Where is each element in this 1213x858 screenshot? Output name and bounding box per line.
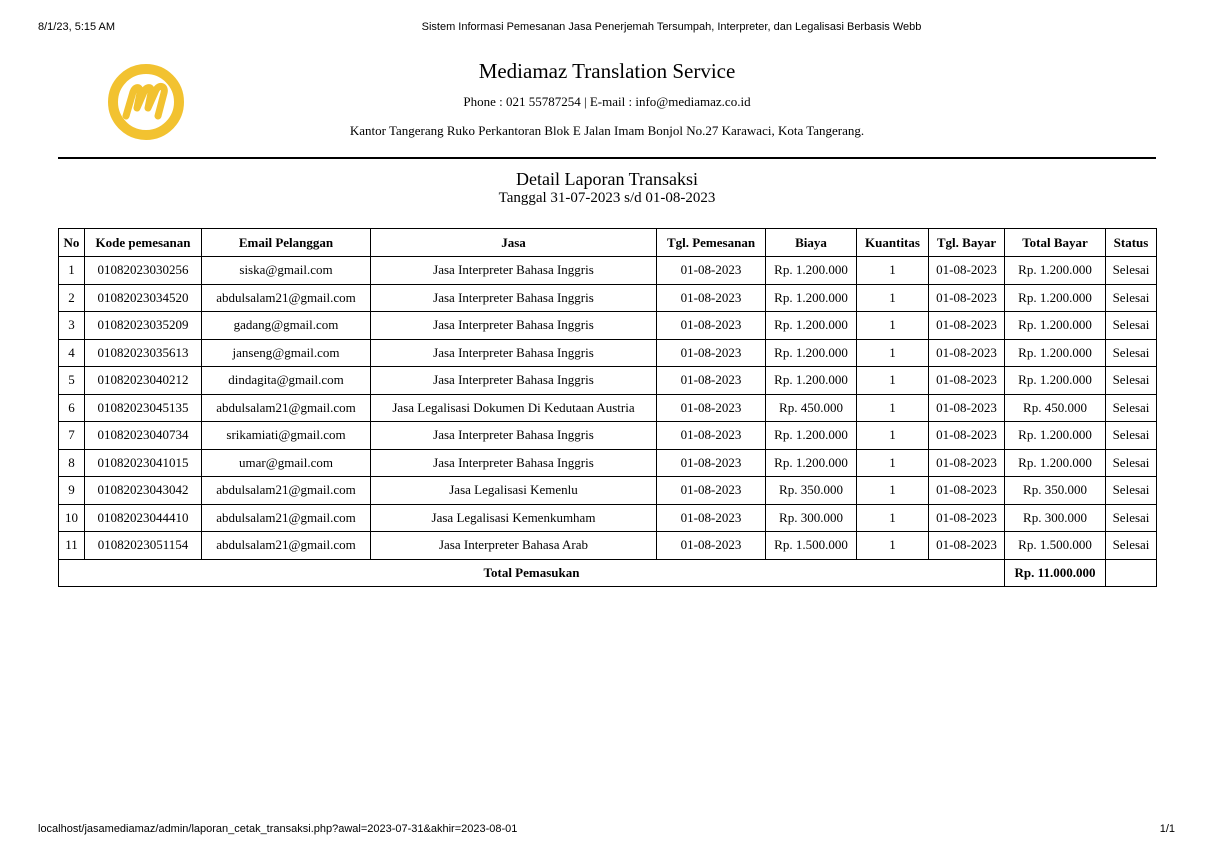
cell-kode: 01082023045135 [85, 394, 202, 422]
cell-total-bayar: Rp. 1.200.000 [1005, 339, 1106, 367]
col-header-biaya: Biaya [766, 229, 857, 257]
table-row [59, 394, 1157, 422]
cell-jasa: Jasa Interpreter Bahasa Inggris [371, 339, 657, 367]
cell-biaya: Rp. 350.000 [766, 477, 857, 505]
table-row [59, 339, 1157, 367]
cell-kuantitas: 1 [857, 477, 929, 505]
total-row [59, 559, 1157, 587]
cell-email: abdulsalam21@gmail.com [202, 394, 371, 422]
cell-tgl-pemesanan: 01-08-2023 [657, 504, 766, 532]
table-row [59, 367, 1157, 395]
cell-status: Selesai [1106, 449, 1157, 477]
cell-tgl-bayar: 01-08-2023 [929, 394, 1005, 422]
table-row [59, 312, 1157, 340]
cell-tgl-pemesanan: 01-08-2023 [657, 312, 766, 340]
print-header [0, 21, 1213, 35]
cell-total-bayar: Rp. 1.200.000 [1005, 284, 1106, 312]
cell-biaya: Rp. 1.200.000 [766, 449, 857, 477]
cell-kode: 01082023035209 [85, 312, 202, 340]
cell-tgl-bayar: 01-08-2023 [929, 339, 1005, 367]
cell-kode: 01082023044410 [85, 504, 202, 532]
print-page-count: 1/1 [1159, 823, 1175, 835]
cell-email: srikamiati@gmail.com [202, 422, 371, 450]
cell-email: gadang@gmail.com [202, 312, 371, 340]
cell-jasa: Jasa Interpreter Bahasa Inggris [371, 367, 657, 395]
cell-tgl-pemesanan: 01-08-2023 [657, 532, 766, 560]
total-empty-cell [1106, 559, 1157, 587]
cell-status: Selesai [1106, 367, 1157, 395]
cell-no: 4 [59, 339, 85, 367]
col-header-no: No [59, 229, 85, 257]
cell-email: umar@gmail.com [202, 449, 371, 477]
cell-tgl-pemesanan: 01-08-2023 [657, 449, 766, 477]
cell-biaya: Rp. 1.200.000 [766, 257, 857, 285]
col-header-email: Email Pelanggan [202, 229, 371, 257]
print-datetime: 8/1/23, 5:15 AM [38, 21, 116, 33]
cell-email: dindagita@gmail.com [202, 367, 371, 395]
cell-kuantitas: 1 [857, 449, 929, 477]
print-page-title: Sistem Informasi Pemesanan Jasa Penerjemah Tersumpah, Interpreter, dan Legalisasi Berbasis Webb [421, 21, 922, 33]
cell-status: Selesai [1106, 257, 1157, 285]
cell-email: abdulsalam21@gmail.com [202, 532, 371, 560]
cell-tgl-pemesanan: 01-08-2023 [657, 422, 766, 450]
cell-email: janseng@gmail.com [202, 339, 371, 367]
cell-jasa: Jasa Interpreter Bahasa Inggris [371, 449, 657, 477]
col-header-kuantitas: Kuantitas [857, 229, 929, 257]
cell-total-bayar: Rp. 350.000 [1005, 477, 1106, 505]
print-footer [0, 823, 1213, 837]
table-row [59, 422, 1157, 450]
cell-status: Selesai [1106, 394, 1157, 422]
cell-kuantitas: 1 [857, 284, 929, 312]
header-divider [58, 157, 1156, 159]
table-row [59, 449, 1157, 477]
cell-no: 3 [59, 312, 85, 340]
transaction-table [58, 228, 1157, 587]
cell-jasa: Jasa Legalisasi Kemenkumham [371, 504, 657, 532]
cell-kode: 01082023040734 [85, 422, 202, 450]
cell-tgl-bayar: 01-08-2023 [929, 504, 1005, 532]
cell-tgl-bayar: 01-08-2023 [929, 449, 1005, 477]
cell-tgl-bayar: 01-08-2023 [929, 257, 1005, 285]
cell-kuantitas: 1 [857, 312, 929, 340]
company-name: Mediamaz Translation Service [478, 59, 736, 83]
cell-total-bayar: Rp. 450.000 [1005, 394, 1106, 422]
col-header-jasa: Jasa [371, 229, 657, 257]
cell-total-bayar: Rp. 1.200.000 [1005, 449, 1106, 477]
cell-total-bayar: Rp. 1.500.000 [1005, 532, 1106, 560]
cell-no: 11 [59, 532, 85, 560]
cell-jasa: Jasa Legalisasi Dokumen Di Kedutaan Austria [371, 394, 657, 422]
cell-jasa: Jasa Interpreter Bahasa Arab [371, 532, 657, 560]
cell-biaya: Rp. 450.000 [766, 394, 857, 422]
cell-tgl-bayar: 01-08-2023 [929, 532, 1005, 560]
cell-kode: 01082023043042 [85, 477, 202, 505]
table-row [59, 532, 1157, 560]
cell-tgl-pemesanan: 01-08-2023 [657, 257, 766, 285]
cell-no: 2 [59, 284, 85, 312]
cell-tgl-bayar: 01-08-2023 [929, 284, 1005, 312]
cell-kuantitas: 1 [857, 422, 929, 450]
table-header-row [59, 229, 1157, 257]
col-header-tgl-pemesanan: Tgl. Pemesanan [657, 229, 766, 257]
cell-kode: 01082023040212 [85, 367, 202, 395]
company-address: Kantor Tangerang Ruko Perkantoran Blok E Jalan Imam Bonjol No.27 Karawaci, Kota Tangerang. [349, 123, 865, 138]
table-row [59, 284, 1157, 312]
cell-no: 1 [59, 257, 85, 285]
cell-kuantitas: 1 [857, 257, 929, 285]
cell-total-bayar: Rp. 1.200.000 [1005, 422, 1106, 450]
cell-tgl-bayar: 01-08-2023 [929, 312, 1005, 340]
cell-status: Selesai [1106, 339, 1157, 367]
cell-jasa: Jasa Legalisasi Kemenlu [371, 477, 657, 505]
cell-tgl-bayar: 01-08-2023 [929, 367, 1005, 395]
cell-email: abdulsalam21@gmail.com [202, 477, 371, 505]
cell-email: siska@gmail.com [202, 257, 371, 285]
cell-tgl-bayar: 01-08-2023 [929, 422, 1005, 450]
cell-biaya: Rp. 1.200.000 [766, 367, 857, 395]
col-header-kode: Kode pemesanan [85, 229, 202, 257]
cell-jasa: Jasa Interpreter Bahasa Inggris [371, 422, 657, 450]
cell-status: Selesai [1106, 284, 1157, 312]
cell-no: 6 [59, 394, 85, 422]
cell-jasa: Jasa Interpreter Bahasa Inggris [371, 312, 657, 340]
cell-total-bayar: Rp. 1.200.000 [1005, 367, 1106, 395]
company-contact: Phone : 021 55787254 | E-mail : info@mediamaz.co.id [463, 94, 751, 109]
cell-status: Selesai [1106, 312, 1157, 340]
total-value: Rp. 11.000.000 [1005, 559, 1106, 587]
cell-kode: 01082023030256 [85, 257, 202, 285]
cell-status: Selesai [1106, 422, 1157, 450]
cell-no: 5 [59, 367, 85, 395]
col-header-tgl-bayar: Tgl. Bayar [929, 229, 1005, 257]
cell-kode: 01082023051154 [85, 532, 202, 560]
table-row [59, 504, 1157, 532]
cell-total-bayar: Rp. 1.200.000 [1005, 312, 1106, 340]
cell-status: Selesai [1106, 504, 1157, 532]
total-label: Total Pemasukan [59, 559, 1005, 587]
cell-tgl-pemesanan: 01-08-2023 [657, 284, 766, 312]
cell-no: 10 [59, 504, 85, 532]
cell-tgl-bayar: 01-08-2023 [929, 477, 1005, 505]
cell-total-bayar: Rp. 300.000 [1005, 504, 1106, 532]
cell-jasa: Jasa Interpreter Bahasa Inggris [371, 284, 657, 312]
cell-no: 8 [59, 449, 85, 477]
cell-tgl-pemesanan: 01-08-2023 [657, 394, 766, 422]
cell-email: abdulsalam21@gmail.com [202, 284, 371, 312]
cell-tgl-pemesanan: 01-08-2023 [657, 367, 766, 395]
cell-kuantitas: 1 [857, 504, 929, 532]
cell-status: Selesai [1106, 477, 1157, 505]
table-row [59, 257, 1157, 285]
cell-total-bayar: Rp. 1.200.000 [1005, 257, 1106, 285]
cell-biaya: Rp. 300.000 [766, 504, 857, 532]
cell-biaya: Rp. 1.500.000 [766, 532, 857, 560]
print-url: localhost/jasamediamaz/admin/laporan_cetak_transaksi.php?awal=2023-07-31&akhir=2023-08-01 [38, 823, 518, 835]
col-header-status: Status [1106, 229, 1157, 257]
cell-kuantitas: 1 [857, 532, 929, 560]
cell-kuantitas: 1 [857, 339, 929, 367]
cell-status: Selesai [1106, 532, 1157, 560]
cell-kode: 01082023041015 [85, 449, 202, 477]
cell-kode: 01082023034520 [85, 284, 202, 312]
cell-biaya: Rp. 1.200.000 [766, 312, 857, 340]
cell-biaya: Rp. 1.200.000 [766, 284, 857, 312]
col-header-total-bayar: Total Bayar [1005, 229, 1106, 257]
report-title: Detail Laporan Transaksi [516, 169, 698, 189]
report-period: Tanggal 31-07-2023 s/d 01-08-2023 [498, 190, 716, 206]
cell-email: abdulsalam21@gmail.com [202, 504, 371, 532]
cell-biaya: Rp. 1.200.000 [766, 339, 857, 367]
letterhead [58, 56, 1156, 158]
cell-tgl-pemesanan: 01-08-2023 [657, 339, 766, 367]
table-row [59, 477, 1157, 505]
cell-kuantitas: 1 [857, 394, 929, 422]
cell-no: 9 [59, 477, 85, 505]
cell-kode: 01082023035613 [85, 339, 202, 367]
cell-tgl-pemesanan: 01-08-2023 [657, 477, 766, 505]
cell-kuantitas: 1 [857, 367, 929, 395]
cell-jasa: Jasa Interpreter Bahasa Inggris [371, 257, 657, 285]
cell-no: 7 [59, 422, 85, 450]
cell-biaya: Rp. 1.200.000 [766, 422, 857, 450]
